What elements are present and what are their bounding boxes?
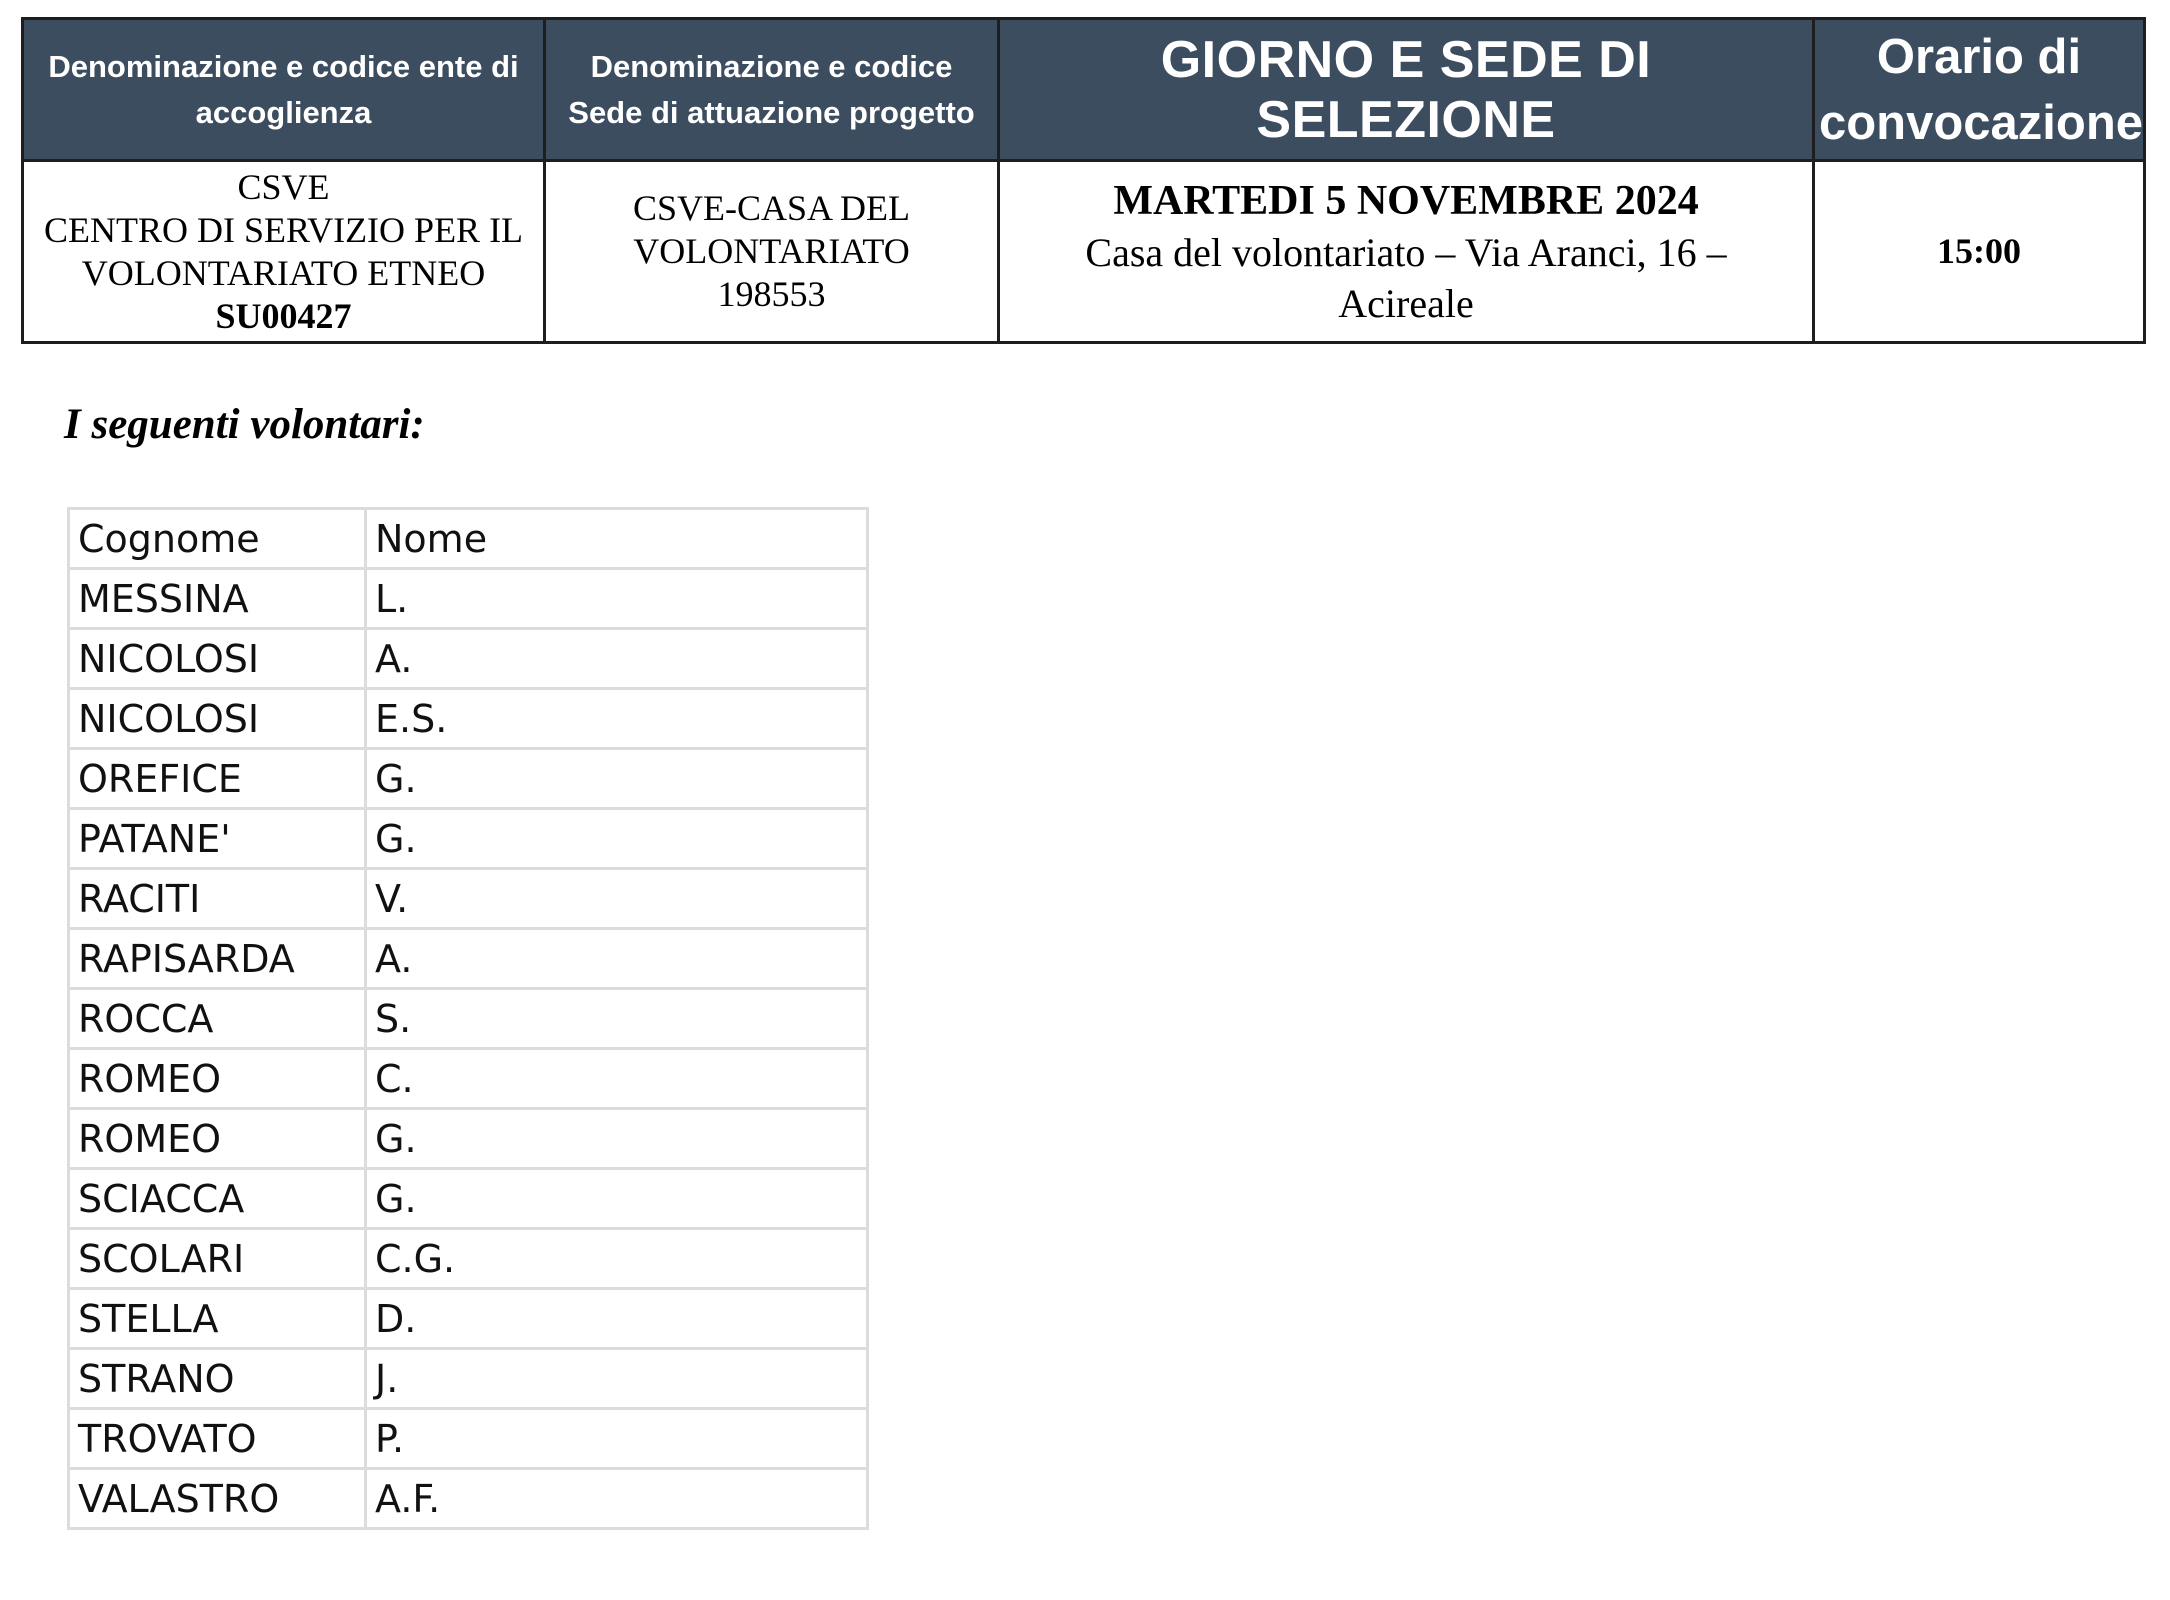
header-orario-line1: Orario di bbox=[1876, 29, 2082, 84]
intro-text: I seguenti volontari: bbox=[64, 401, 425, 448]
ente-line3: VOLONTARIATO ETNEO bbox=[81, 252, 486, 293]
column-header-nome: Nome bbox=[366, 509, 868, 569]
table-row bbox=[69, 929, 868, 989]
convocation-table bbox=[21, 17, 2146, 344]
header-sede bbox=[545, 19, 999, 161]
volunteers-header-row bbox=[69, 509, 868, 569]
sede-line1: CSVE-CASA DEL bbox=[632, 188, 911, 228]
nome-cell: G. bbox=[366, 809, 868, 869]
table-row bbox=[69, 1229, 868, 1289]
table-row bbox=[69, 569, 868, 629]
table-row bbox=[69, 1289, 868, 1349]
nome-cell: L. bbox=[366, 569, 868, 629]
header-orario bbox=[1814, 19, 2145, 161]
selezione-venue-line2: Acireale bbox=[1338, 280, 1474, 326]
header-sede-line2: Sede di attuazione progetto bbox=[568, 94, 975, 130]
table-row bbox=[69, 689, 868, 749]
nome-cell: J. bbox=[366, 1349, 868, 1409]
nome-cell: S. bbox=[366, 989, 868, 1049]
table-row bbox=[69, 809, 868, 869]
cognome-cell: RACITI bbox=[69, 869, 366, 929]
cognome-cell: RAPISARDA bbox=[69, 929, 366, 989]
cognome-cell: NICOLOSI bbox=[69, 689, 366, 749]
cognome-cell: VALASTRO bbox=[69, 1469, 366, 1529]
cognome-cell: OREFICE bbox=[69, 749, 366, 809]
ente-line2: CENTRO DI SERVIZIO PER IL bbox=[43, 209, 524, 250]
nome-cell: E.S. bbox=[366, 689, 868, 749]
volunteers-table bbox=[67, 507, 869, 1530]
sede-line2: VOLONTARIATO bbox=[633, 231, 910, 271]
cognome-cell: SCIACCA bbox=[69, 1169, 366, 1229]
nome-cell: C.G. bbox=[366, 1229, 868, 1289]
cognome-cell: NICOLOSI bbox=[69, 629, 366, 689]
table-row bbox=[69, 749, 868, 809]
nome-cell: A. bbox=[366, 929, 868, 989]
cognome-cell: STRANO bbox=[69, 1349, 366, 1409]
header-sede-line1: Denominazione e codice bbox=[590, 48, 953, 84]
cognome-cell: TROVATO bbox=[69, 1409, 366, 1469]
ente-line1: CSVE bbox=[237, 166, 330, 207]
convocation-entry-row bbox=[23, 161, 2145, 343]
cognome-cell: SCOLARI bbox=[69, 1229, 366, 1289]
header-selezione bbox=[999, 19, 1814, 161]
selezione-cell bbox=[999, 161, 1814, 343]
cognome-cell: ROCCA bbox=[69, 989, 366, 1049]
table-row bbox=[69, 869, 868, 929]
column-header-cognome: Cognome bbox=[69, 509, 366, 569]
table-row bbox=[69, 629, 868, 689]
table-row bbox=[69, 1469, 868, 1529]
nome-cell: G. bbox=[366, 749, 868, 809]
table-row bbox=[69, 1049, 868, 1109]
nome-cell: P. bbox=[366, 1409, 868, 1469]
sede-cell bbox=[545, 161, 999, 343]
convocation-header-row bbox=[23, 19, 2145, 161]
nome-cell: G. bbox=[366, 1169, 868, 1229]
orario-cell bbox=[1814, 161, 2145, 343]
table-row bbox=[69, 989, 868, 1049]
sede-code: 198553 bbox=[717, 274, 826, 314]
table-row bbox=[69, 1109, 868, 1169]
header-ente-line1: Denominazione e codice ente di bbox=[48, 48, 519, 84]
nome-cell: G. bbox=[366, 1109, 868, 1169]
cognome-cell: PATANE' bbox=[69, 809, 366, 869]
cognome-cell: MESSINA bbox=[69, 569, 366, 629]
cognome-cell: ROMEO bbox=[69, 1109, 366, 1169]
table-row bbox=[69, 1169, 868, 1229]
selezione-venue-line1: Casa del volontariato – Via Aranci, 16 – bbox=[1085, 229, 1727, 275]
nome-cell: V. bbox=[366, 869, 868, 929]
orario-value: 15:00 bbox=[1937, 231, 2021, 271]
ente-cell bbox=[23, 161, 545, 343]
table-row bbox=[69, 1409, 868, 1469]
header-selezione-label: GIORNO E SEDE DI SELEZIONE bbox=[1160, 30, 1652, 149]
nome-cell: C. bbox=[366, 1049, 868, 1109]
nome-cell: D. bbox=[366, 1289, 868, 1349]
nome-cell: A. bbox=[366, 629, 868, 689]
selezione-date: MARTEDI 5 NOVEMBRE 2024 bbox=[1113, 177, 1699, 224]
cognome-cell: ROMEO bbox=[69, 1049, 366, 1109]
header-orario-line2: convocazione bbox=[1819, 95, 2144, 150]
nome-cell: A.F. bbox=[366, 1469, 868, 1529]
header-ente-line2: accoglienza bbox=[195, 94, 372, 130]
cognome-cell: STELLA bbox=[69, 1289, 366, 1349]
ente-code: SU00427 bbox=[215, 295, 352, 336]
table-row bbox=[69, 1349, 868, 1409]
header-ente bbox=[23, 19, 545, 161]
